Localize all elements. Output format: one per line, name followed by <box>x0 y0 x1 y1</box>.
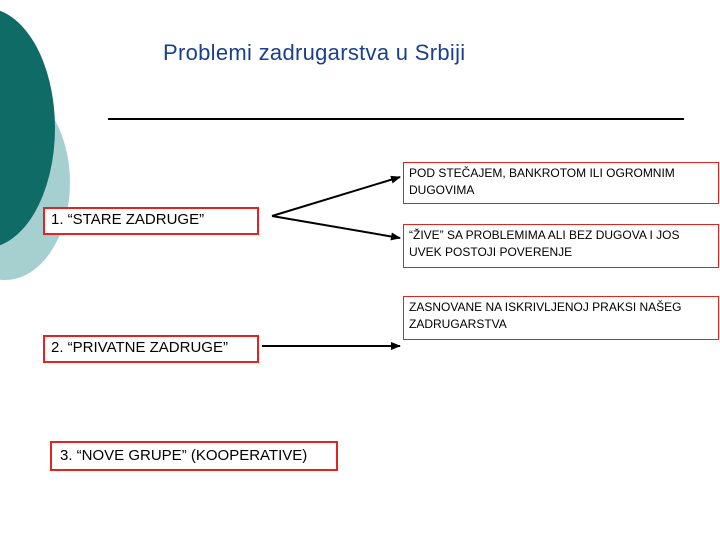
outcome-iskrivljena-praksa: ZASNOVANE NA ISKRIVLJENOJ PRAKSI NAŠEG ZADRUGARSTVA <box>403 296 719 340</box>
outcome-zive: “ŽIVE” SA PROBLEMIMA ALI BEZ DUGOVA I JOS UVEK POSTOJI POVERENJE <box>403 224 719 268</box>
outcome-stecaj: POD STEČAJEM, BANKROTOM ILI OGROMNIM DUGOVIMA <box>403 162 719 204</box>
arrow-to-outcome-2 <box>272 216 400 238</box>
category-stare-zadruge: 1. “STARE ZADRUGE” <box>43 207 259 235</box>
arrow-to-outcome-1 <box>272 177 400 216</box>
category-nove-grupe: 3. “NOVE GRUPE” (KOOPERATIVE) <box>50 441 338 471</box>
slide-title: Problemi zadrugarstva u Srbiji <box>163 40 466 65</box>
category-privatne-zadruge: 2. “PRIVATNE ZADRUGE” <box>43 335 259 363</box>
